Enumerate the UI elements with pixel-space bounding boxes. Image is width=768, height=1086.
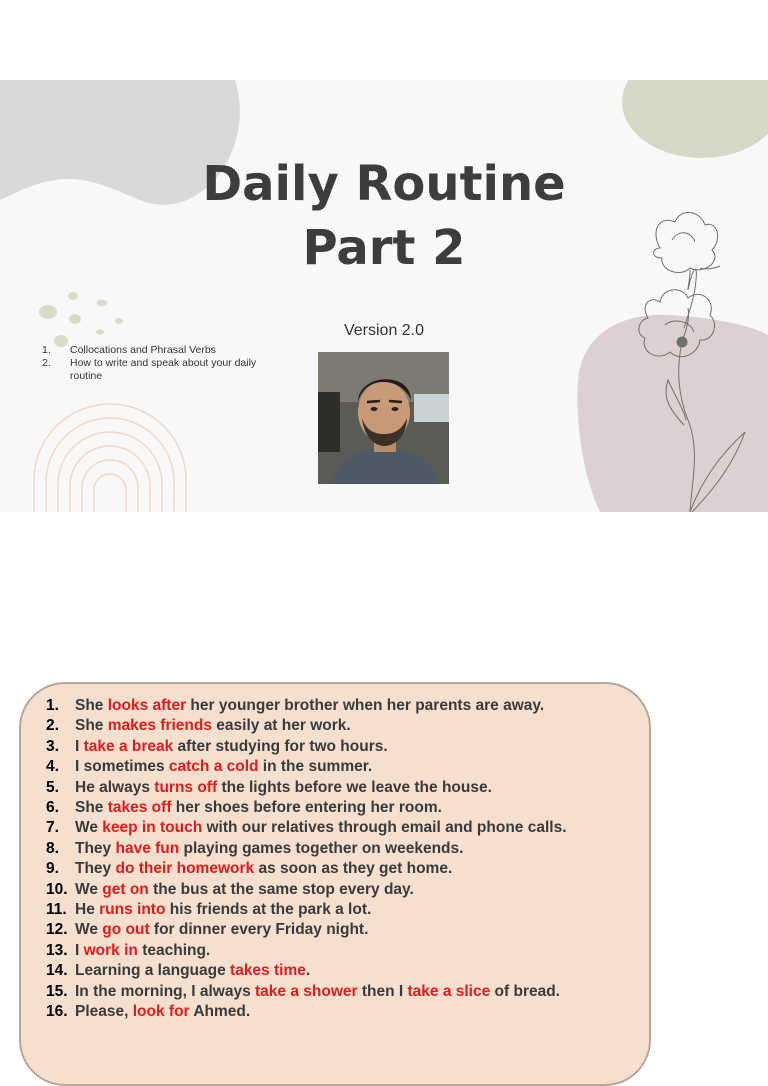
highlighted-phrase: takes time (230, 962, 306, 980)
presenter-photo-illustration (318, 352, 449, 484)
sentence-text: Please, (75, 1003, 133, 1021)
sentence-text: with our relatives through email and phone calls. (202, 819, 567, 837)
sentence-number: 6. (46, 799, 59, 817)
slide-title (0, 152, 768, 280)
sentence-text: her shoes before entering her room. (171, 799, 442, 817)
sentence-number: 11. (46, 901, 67, 919)
sentence-item (46, 982, 646, 1002)
sentence-text: They (75, 839, 116, 857)
highlighted-phrase: looks after (107, 697, 187, 714)
agenda-number: 1. (42, 344, 51, 356)
sentence-item (46, 798, 646, 818)
sentence-item (46, 696, 646, 716)
sentence-text: her younger brother when her parents are away. (186, 697, 545, 714)
sentence-number: 3. (46, 737, 59, 755)
sentence-list (46, 696, 646, 1023)
sentence-text: of bread. (490, 982, 560, 1000)
sentence-text: in the summer. (258, 758, 373, 776)
sentence-number: 5. (46, 778, 59, 796)
sentence-item (46, 859, 646, 879)
highlighted-phrase: have fun (115, 839, 180, 857)
sentence-item (46, 900, 646, 920)
sentence-text: Learning a language (75, 962, 231, 980)
sentence-item (46, 920, 646, 940)
sentence-text: He (75, 901, 100, 919)
title-line-1: Daily Routine (202, 156, 566, 212)
highlighted-phrase: catch a cold (168, 758, 259, 776)
sentence-number: 14. (46, 962, 68, 980)
sentence-text: We (75, 819, 103, 837)
agenda-item (42, 357, 282, 383)
title-slide (0, 80, 768, 512)
sentence-item (46, 941, 646, 961)
sentence-text: Ahmed. (189, 1003, 251, 1021)
sentence-text: I (75, 941, 84, 959)
sentence-number: 12. (46, 921, 68, 939)
dots-decoration (39, 292, 123, 347)
presenter-photo (318, 352, 449, 484)
highlighted-phrase: work in (83, 941, 138, 959)
sentence-text: He always (75, 778, 155, 796)
sentence-item (46, 737, 646, 757)
sentence-item (46, 839, 646, 859)
sentence-item (46, 716, 646, 736)
sentence-item (46, 818, 646, 838)
sentence-text: the bus at the same stop every day. (148, 880, 414, 898)
sentence-text: then I (357, 982, 408, 1000)
highlighted-phrase: makes friends (107, 717, 212, 735)
highlighted-phrase: get on (102, 880, 149, 898)
sentence-text: as soon as they get home. (254, 860, 453, 878)
highlighted-phrase: keep in touch (102, 819, 203, 837)
sentence-text: I sometimes (75, 758, 169, 776)
sentence-item (46, 1002, 646, 1022)
highlighted-phrase: go out (102, 921, 150, 939)
agenda-item (42, 344, 282, 357)
title-line-2: Part 2 (302, 220, 466, 276)
green-blob-shape (622, 80, 768, 158)
agenda-list (42, 344, 282, 383)
sentence-text: They (75, 860, 116, 878)
sentence-number: 4. (46, 758, 59, 776)
sentence-text: . (305, 962, 311, 980)
sentence-text: I (75, 737, 84, 755)
sentence-text: for dinner every Friday night. (149, 921, 369, 939)
sentence-number: 2. (46, 717, 59, 735)
sentence-text: playing games together on weekends. (179, 839, 464, 857)
sentence-text: She (75, 717, 108, 735)
sentence-text: She (75, 697, 108, 714)
sentence-text: teaching. (137, 941, 211, 959)
sentence-text: We (75, 921, 103, 939)
highlighted-phrase: do their homework (115, 860, 255, 878)
sentence-item (46, 880, 646, 900)
highlighted-phrase: turns off (154, 778, 218, 796)
sentence-number: 9. (46, 860, 59, 878)
sentence-number: 7. (46, 819, 59, 837)
sentence-text: We (75, 880, 103, 898)
sentence-number: 10. (46, 880, 68, 898)
sentence-text: after studying for two hours. (173, 737, 388, 755)
highlighted-phrase: look for (132, 1003, 190, 1021)
highlighted-phrase: take a shower (255, 982, 358, 1000)
agenda-number: 2. (42, 357, 51, 369)
highlighted-phrase: takes off (107, 799, 172, 817)
sentence-number: 16. (46, 1003, 68, 1021)
agenda-text: Collocations and Phrasal Verbs (70, 344, 216, 356)
agenda-text: How to write and speak about your daily routine (70, 357, 257, 382)
sentence-text: his friends at the park a lot. (165, 901, 372, 919)
sentence-text: In the morning, I always (75, 982, 256, 1000)
sentence-text: She (75, 799, 108, 817)
sentence-item (46, 961, 646, 981)
highlighted-phrase: runs into (99, 901, 166, 919)
sentence-number: 13. (46, 941, 68, 959)
version-label: Version 2.0 (343, 322, 425, 339)
sentence-text: the lights before we leave the house. (217, 778, 492, 796)
sentence-text: easily at her work. (211, 717, 351, 735)
highlighted-phrase: take a break (83, 737, 174, 755)
sentence-number: 8. (46, 839, 59, 857)
sentence-number: 15. (46, 982, 68, 1000)
sentence-number: 1. (46, 697, 59, 714)
sentence-item (46, 778, 646, 798)
concentric-arches-decoration (34, 404, 186, 512)
pink-blob-shape (577, 315, 768, 512)
highlighted-phrase: take a slice (407, 982, 491, 1000)
sentence-item (46, 757, 646, 777)
